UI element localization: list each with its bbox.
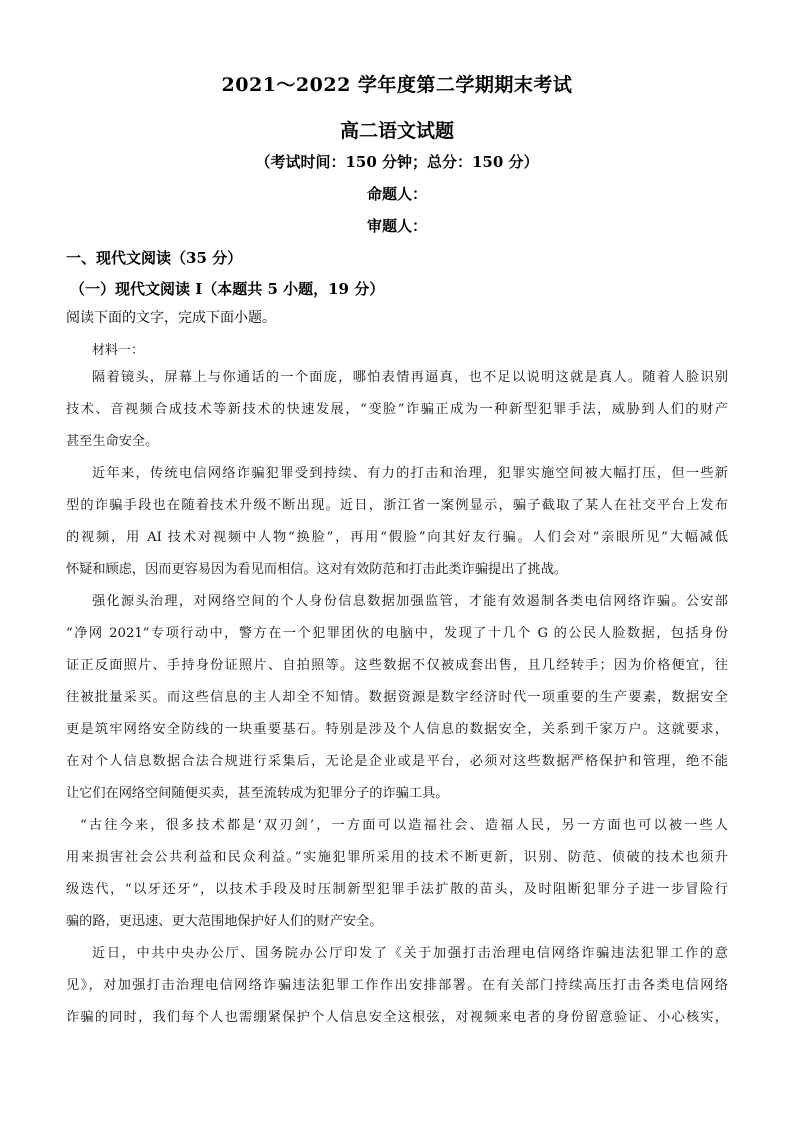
text-line: 在对个人信息数据合法合规进行采集后，无论是企业或是平台，必须对这些数据严格保护和管理，绝不能 <box>66 754 728 769</box>
text-line: 见》，对加强打击治理电信网络诈骗违法犯罪工作作出安排部署。在有关部门持续高压打击各类电信网络 <box>66 978 728 993</box>
text-line: 怀疑和顾虑，因而更容易因为看见而相信。这对有效防范和打击此类诈骗提出了挑战。 <box>66 562 568 577</box>
section-subheading: （一）现代文阅读 I（本题共 5 小题，19 分） <box>70 280 385 298</box>
reading-instruction: 阅读下面的文字，完成下面小题。 <box>66 310 276 326</box>
text-line: 技术、音视频合成技术等新技术的快速发展，“变脸”诈骗正成为一种新型犯罪手法，威胁到人们的财产 <box>66 402 728 417</box>
text-line: 的视频，用 AI 技术对视频中人物“换脸”，再用“假脸”向其好友行骗。人们会对“亲眼所见”大幅减低 <box>66 530 728 545</box>
text-line: “净网 2021”专项行动中，警方在一个犯罪团伙的电脑中，发现了十几个 G 的公民人脸数据，包括身份 <box>66 626 728 641</box>
text-line: 往被批量采买。而这些信息的主人却全不知情。数据资源是数字经济时代一项重要的生产要素，数据安全 <box>66 690 728 705</box>
text-line: 用来损害社会公共利益和民众利益。”实施犯罪所采用的技术不断更新，识别、防范、侦破的技术也须升 <box>66 850 728 865</box>
text-line: 让它们在网络空间随便买卖，甚至流转成为犯罪分子的诈骗工具。 <box>66 786 449 801</box>
text-line: “古往今来，很多技术都是‘双刃剑’，一方面可以造福社会、造福人民，另一方面也可以被一些人 <box>80 818 728 833</box>
text-line: 近日，中共中央办公厅、国务院办公厅印发了《关于加强打击治理电信网络诈骗违法犯罪工作的意 <box>92 946 728 961</box>
text-line: 近年来，传统电信网络诈骗犯罪受到持续、有力的打击和治理，犯罪实施空间被大幅打压，但一些新 <box>92 466 728 481</box>
exam-info: （考试时间：150 分钟；总分：150 分） <box>255 153 539 171</box>
text-line: 证正反面照片、手持身份证照片、自拍照等。这些数据不仅被成套出售，且几经转手；因为价格便宜，往 <box>66 658 728 673</box>
text-line: 骗的路，更迅速、更大范围地保护好人们的财产安全。 <box>66 914 383 929</box>
text-line: 甚至生命安全。 <box>66 434 159 449</box>
text-line: 型的诈骗手段也在随着技术升级不断出现。近日，浙江省一案例显示，骗子截取了某人在社交平台上发布 <box>66 498 728 513</box>
text-line: 更是筑牢网络安全防线的一块重要基石。特别是涉及个人信息的数据安全，关系到千家万户。这就要求， <box>66 722 728 737</box>
text-line: 隔着镜头，屏幕上与你通话的一个面庞，哪怕表情再逼真，也不足以说明这就是真人。随着人脸识别 <box>92 370 728 385</box>
text-line: 强化源头治理，对网络空间的个人身份信息数据加强监管，才能有效遏制各类电信网络诈骗。公安部 <box>92 594 728 609</box>
setter-label: 命题人： <box>366 185 427 203</box>
exam-subtitle: 高二语文试题 <box>339 120 454 142</box>
text-line: 级迭代，“以牙还牙”，以技术手段及时压制新型犯罪手法扩散的苗头，及时阻断犯罪分子进一步冒险行 <box>66 882 728 897</box>
section-heading: 一、现代文阅读（35 分） <box>66 249 243 267</box>
reviewer-label: 审题人： <box>366 217 427 235</box>
text-line: 诈骗的同时，我们每个人也需绷紧保护个人信息安全这根弦，对视频来电者的身份留意验证、小心核实， <box>66 1010 728 1025</box>
exam-title: 2021～2022 学年度第二学期期末考试 <box>221 74 573 96</box>
material-label: 材料一： <box>92 343 145 358</box>
